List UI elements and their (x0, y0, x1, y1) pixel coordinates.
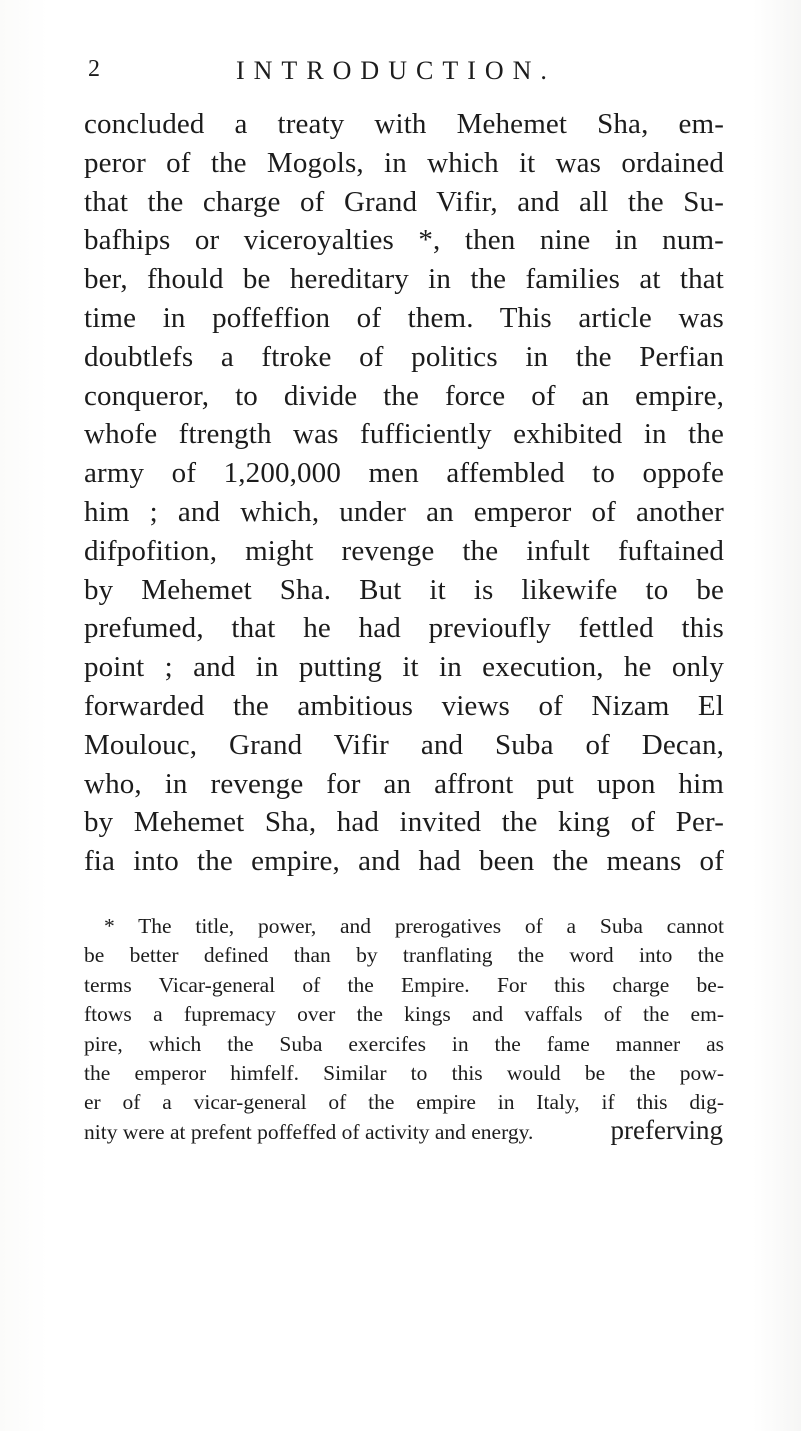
body-line: prefumed, that he had previoufly fettled this (84, 612, 724, 645)
body-line: army of 1,200,000 men affembled to oppofe (84, 457, 724, 490)
footnote (84, 912, 724, 1147)
running-title: INTRODUCTION. (236, 56, 556, 85)
body-line: peror of the Mogols, in which it was ordained (84, 146, 724, 179)
footnote-line: er of a vicar-general of the empire in Italy, if this dig- (84, 1090, 724, 1115)
running-head (88, 56, 728, 90)
page-number: 2 (88, 56, 101, 82)
body-line: doubtlefs a ftroke of politics in the Perfian (84, 340, 724, 373)
body-line: point ; and in putting it in execution, he only (84, 651, 724, 684)
body-line: conqueror, to divide the force of an empire, (84, 379, 724, 412)
body-line: who, in revenge for an affront put upon him (84, 767, 724, 800)
footnote-line: * The title, power, and prerogatives of a Suba cannot (104, 914, 724, 938)
body-line: concluded a treaty with Mehemet Sha, em- (84, 108, 724, 140)
catchword: preferving (610, 1115, 723, 1145)
footnote-line: be better defined than by tranflating the word into the (84, 943, 724, 968)
footnote-line: pire, which the Suba exercifes in the fame manner as (84, 1031, 724, 1056)
body-line: by Mehemet Sha. But it is likewife to be (84, 573, 724, 606)
body-line: forwarded the ambitious views of Nizam El (84, 689, 724, 722)
body-line: time in poffeffion of them. This article was (84, 301, 724, 334)
body-line: bafhips or viceroyalties *, then nine in num- (84, 224, 724, 257)
footnote-line: nity were at prefent poffeffed of activity and energy. (84, 1119, 534, 1144)
footnote-line: the emperor himfelf. Similar to this would be the pow- (84, 1060, 724, 1085)
body-line: whofe ftrength was fufficiently exhibited in the (84, 418, 724, 451)
body-line: Moulouc, Grand Vifir and Suba of Decan, (84, 728, 724, 761)
body-line: difpofition, might revenge the infult fuftained (84, 534, 724, 567)
body-line: fia into the empire, and had been the means of (84, 845, 724, 878)
body-text (84, 105, 724, 881)
body-line: by Mehemet Sha, had invited the king of Per- (84, 806, 724, 839)
body-line: ber, fhould be hereditary in the families at that (84, 263, 724, 296)
footnote-line: terms Vicar-general of the Empire. For this charge be- (84, 972, 724, 997)
body-line: that the charge of Grand Vifir, and all the Su- (84, 185, 724, 218)
body-line: him ; and which, under an emperor of another (84, 495, 724, 528)
footnote-line: ftows a fupremacy over the kings and vaffals of the em- (84, 1002, 724, 1027)
